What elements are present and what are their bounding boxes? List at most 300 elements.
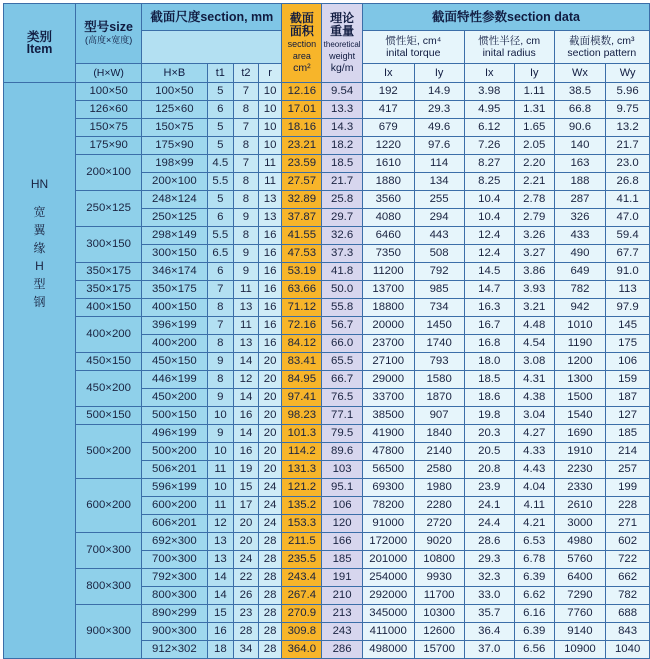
value-cell: 21.7	[606, 137, 650, 155]
value-cell: 4.48	[514, 317, 554, 335]
model-size-cell: 450×150	[76, 353, 142, 371]
value-cell: 29.7	[322, 209, 363, 227]
section-modulus-header: 截面模数, cm³ section pattern	[554, 31, 649, 64]
value-cell: 433	[554, 227, 606, 245]
value-cell: 596×199	[142, 479, 207, 497]
value-cell: 300×150	[142, 245, 207, 263]
value-cell: 692×300	[142, 533, 207, 551]
value-cell: 942	[554, 299, 606, 317]
value-cell: 37.3	[322, 245, 363, 263]
value-cell: 101.3	[282, 425, 322, 443]
value-cell: 37.0	[464, 641, 514, 659]
value-cell: 97.6	[414, 137, 464, 155]
value-cell: 9	[207, 353, 234, 371]
value-cell: 78200	[362, 497, 414, 515]
value-cell: 41.8	[322, 263, 363, 281]
value-cell: 49.6	[414, 119, 464, 137]
value-cell: 120	[322, 515, 363, 533]
value-cell: 20.3	[464, 425, 514, 443]
value-cell: 7	[234, 83, 259, 101]
value-cell: 8	[207, 371, 234, 389]
value-cell: 32.89	[282, 191, 322, 209]
value-cell: 2580	[414, 461, 464, 479]
value-cell: 13	[234, 335, 259, 353]
value-cell: 172000	[362, 533, 414, 551]
value-cell: 5	[207, 119, 234, 137]
value-cell: 3000	[554, 515, 606, 533]
value-cell: 166	[322, 533, 363, 551]
moment-of-inertia-header: 惯性矩, cm⁴ inital torque	[362, 31, 464, 64]
value-cell: 28	[258, 569, 282, 587]
value-cell: 257	[606, 461, 650, 479]
value-cell: 16	[234, 443, 259, 461]
table-row	[4, 605, 650, 623]
value-cell: 91000	[362, 515, 414, 533]
value-cell: 23.21	[282, 137, 322, 155]
model-size-cell: 500×200	[76, 425, 142, 479]
section-dimensions-blank	[142, 31, 282, 64]
category-char: HN	[30, 177, 49, 191]
table-row	[4, 353, 650, 371]
category-char: 宽	[33, 205, 46, 219]
value-cell: 100×50	[142, 83, 207, 101]
value-cell: 12.4	[464, 245, 514, 263]
value-cell: 9930	[414, 569, 464, 587]
value-cell: 84.95	[282, 371, 322, 389]
value-cell: 13700	[362, 281, 414, 299]
value-cell: 7.26	[464, 137, 514, 155]
value-cell: 91.0	[606, 263, 650, 281]
value-cell: 8	[234, 173, 259, 191]
property-col-header: Iy	[414, 64, 464, 83]
dim-col-header: t1	[207, 64, 234, 83]
value-cell: 22	[234, 569, 259, 587]
value-cell: 4.5	[207, 155, 234, 173]
value-cell: 14.3	[322, 119, 363, 137]
value-cell: 175×90	[142, 137, 207, 155]
value-cell: 2.20	[514, 155, 554, 173]
value-cell: 662	[606, 569, 650, 587]
value-cell: 11200	[362, 263, 414, 281]
table-row	[4, 191, 650, 209]
value-cell: 11	[234, 281, 259, 299]
model-size-cell: 350×175	[76, 281, 142, 299]
value-cell: 8	[207, 335, 234, 353]
value-cell: 35.7	[464, 605, 514, 623]
value-cell: 900×300	[142, 623, 207, 641]
value-cell: 20.8	[464, 461, 514, 479]
value-cell: 114	[414, 155, 464, 173]
value-cell: 15	[234, 479, 259, 497]
value-cell: 1980	[414, 479, 464, 497]
value-cell: 7	[207, 281, 234, 299]
value-cell: 688	[606, 605, 650, 623]
value-cell: 298×149	[142, 227, 207, 245]
model-size-cell: 350×175	[76, 263, 142, 281]
value-cell: 700×300	[142, 551, 207, 569]
value-cell: 134	[414, 173, 464, 191]
value-cell: 9	[234, 263, 259, 281]
value-cell: 4.95	[464, 101, 514, 119]
value-cell: 13	[207, 551, 234, 569]
value-cell: 255	[414, 191, 464, 209]
value-cell: 89.6	[322, 443, 363, 461]
value-cell: 192	[362, 83, 414, 101]
value-cell: 28	[258, 623, 282, 641]
value-cell: 792×300	[142, 569, 207, 587]
value-cell: 12	[207, 515, 234, 533]
model-hw-label: (H×W)	[76, 64, 142, 83]
section-properties-header: 截面特性参数section data	[362, 4, 649, 31]
value-cell: 9.54	[322, 83, 363, 101]
value-cell: 83.41	[282, 353, 322, 371]
value-cell: 450×150	[142, 353, 207, 371]
value-cell: 32.3	[464, 569, 514, 587]
value-cell: 2610	[554, 497, 606, 515]
model-size-cell: 175×90	[76, 137, 142, 155]
value-cell: 214	[606, 443, 650, 461]
dim-col-header: r	[258, 64, 282, 83]
value-cell: 153.3	[282, 515, 322, 533]
value-cell: 59.4	[606, 227, 650, 245]
table-row	[4, 137, 650, 155]
value-cell: 25.8	[322, 191, 363, 209]
value-cell: 113	[606, 281, 650, 299]
value-cell: 13.3	[322, 101, 363, 119]
model-header: 型号size (高度×宽度)	[76, 4, 142, 64]
value-cell: 2720	[414, 515, 464, 533]
category-char: 缘	[33, 241, 46, 255]
value-cell: 9	[234, 245, 259, 263]
value-cell: 11700	[414, 587, 464, 605]
value-cell: 210	[322, 587, 363, 605]
value-cell: 309.8	[282, 623, 322, 641]
value-cell: 11	[258, 155, 282, 173]
value-cell: 28	[234, 623, 259, 641]
value-cell: 10	[207, 443, 234, 461]
value-cell: 12.4	[464, 227, 514, 245]
value-cell: 254000	[362, 569, 414, 587]
value-cell: 18.16	[282, 119, 322, 137]
value-cell: 18.2	[322, 137, 363, 155]
value-cell: 1880	[362, 173, 414, 191]
value-cell: 10	[207, 479, 234, 497]
value-cell: 14	[207, 587, 234, 605]
value-cell: 5	[207, 137, 234, 155]
value-cell: 5.5	[207, 173, 234, 191]
value-cell: 9.75	[606, 101, 650, 119]
value-cell: 1.65	[514, 119, 554, 137]
value-cell: 287	[554, 191, 606, 209]
value-cell: 19	[234, 461, 259, 479]
value-cell: 23700	[362, 335, 414, 353]
value-cell: 98.23	[282, 407, 322, 425]
value-cell: 243	[322, 623, 363, 641]
value-cell: 400×200	[142, 335, 207, 353]
value-cell: 106	[322, 497, 363, 515]
value-cell: 496×199	[142, 425, 207, 443]
value-cell: 294	[414, 209, 464, 227]
value-cell: 326	[554, 209, 606, 227]
value-cell: 191	[322, 569, 363, 587]
value-cell: 36.4	[464, 623, 514, 641]
value-cell: 400×150	[142, 299, 207, 317]
value-cell: 29000	[362, 371, 414, 389]
property-col-header: Wx	[554, 64, 606, 83]
section-dimensions-header: 截面尺度section, mm	[142, 4, 282, 31]
value-cell: 6.16	[514, 605, 554, 623]
value-cell: 9020	[414, 533, 464, 551]
value-cell: 8.25	[464, 173, 514, 191]
value-cell: 345000	[362, 605, 414, 623]
value-cell: 14	[234, 389, 259, 407]
value-cell: 4.43	[514, 461, 554, 479]
value-cell: 734	[414, 299, 464, 317]
value-cell: 28	[258, 641, 282, 659]
value-cell: 28	[258, 533, 282, 551]
value-cell: 71.12	[282, 299, 322, 317]
value-cell: 24	[234, 551, 259, 569]
value-cell: 250×125	[142, 209, 207, 227]
value-cell: 4.31	[514, 371, 554, 389]
value-cell: 213	[322, 605, 363, 623]
value-cell: 16	[234, 407, 259, 425]
value-cell: 9140	[554, 623, 606, 641]
table-row	[4, 533, 650, 551]
value-cell: 125×60	[142, 101, 207, 119]
value-cell: 29.3	[464, 551, 514, 569]
table-row	[4, 281, 650, 299]
value-cell: 985	[414, 281, 464, 299]
value-cell: 270.9	[282, 605, 322, 623]
value-cell: 286	[322, 641, 363, 659]
value-cell: 1540	[554, 407, 606, 425]
value-cell: 1.11	[514, 83, 554, 101]
value-cell: 12600	[414, 623, 464, 641]
value-cell: 7	[207, 317, 234, 335]
table-row	[4, 371, 650, 389]
value-cell: 6.12	[464, 119, 514, 137]
value-cell: 4.38	[514, 389, 554, 407]
value-cell: 6.62	[514, 587, 554, 605]
value-cell: 8	[234, 137, 259, 155]
value-cell: 8	[207, 299, 234, 317]
value-cell: 16	[258, 227, 282, 245]
value-cell: 782	[554, 281, 606, 299]
value-cell: 185	[322, 551, 363, 569]
value-cell: 600×200	[142, 497, 207, 515]
value-cell: 5	[207, 83, 234, 101]
value-cell: 10900	[554, 641, 606, 659]
value-cell: 20000	[362, 317, 414, 335]
value-cell: 66.7	[322, 371, 363, 389]
value-cell: 13	[207, 533, 234, 551]
value-cell: 18	[207, 641, 234, 659]
table-row	[4, 569, 650, 587]
value-cell: 3.04	[514, 407, 554, 425]
value-cell: 79.5	[322, 425, 363, 443]
category-cell	[4, 83, 76, 659]
value-cell: 11	[207, 497, 234, 515]
model-size-cell: 600×200	[76, 479, 142, 533]
value-cell: 907	[414, 407, 464, 425]
value-cell: 66.0	[322, 335, 363, 353]
value-cell: 17.01	[282, 101, 322, 119]
section-area-header: 截面 面积 section area cm²	[282, 4, 322, 83]
value-cell: 508	[414, 245, 464, 263]
value-cell: 23.0	[606, 155, 650, 173]
value-cell: 185	[606, 425, 650, 443]
value-cell: 364.0	[282, 641, 322, 659]
value-cell: 506×201	[142, 461, 207, 479]
value-cell: 8	[234, 101, 259, 119]
value-cell: 55.8	[322, 299, 363, 317]
value-cell: 33700	[362, 389, 414, 407]
value-cell: 67.7	[606, 245, 650, 263]
value-cell: 4980	[554, 533, 606, 551]
model-size-cell: 400×150	[76, 299, 142, 317]
value-cell: 187	[606, 389, 650, 407]
value-cell: 114.2	[282, 443, 322, 461]
value-cell: 7	[234, 119, 259, 137]
value-cell: 3.21	[514, 299, 554, 317]
value-cell: 3560	[362, 191, 414, 209]
value-cell: 9	[207, 425, 234, 443]
table-row	[4, 407, 650, 425]
value-cell: 10	[207, 407, 234, 425]
value-cell: 7350	[362, 245, 414, 263]
value-cell: 396×199	[142, 317, 207, 335]
value-cell: 6	[207, 263, 234, 281]
value-cell: 95.1	[322, 479, 363, 497]
property-col-header: Ix	[362, 64, 414, 83]
value-cell: 11	[258, 173, 282, 191]
value-cell: 121.2	[282, 479, 322, 497]
value-cell: 97.41	[282, 389, 322, 407]
value-cell: 4.21	[514, 515, 554, 533]
value-cell: 450×200	[142, 389, 207, 407]
value-cell: 10	[258, 119, 282, 137]
value-cell: 20	[234, 515, 259, 533]
value-cell: 90.6	[554, 119, 606, 137]
value-cell: 890×299	[142, 605, 207, 623]
value-cell: 500×150	[142, 407, 207, 425]
category-char: H	[35, 259, 44, 273]
value-cell: 500×200	[142, 443, 207, 461]
value-cell: 267.4	[282, 587, 322, 605]
value-cell: 56500	[362, 461, 414, 479]
value-cell: 12.16	[282, 83, 322, 101]
value-cell: 6.78	[514, 551, 554, 569]
model-size-cell: 100×50	[76, 83, 142, 101]
value-cell: 28	[258, 605, 282, 623]
value-cell: 2.05	[514, 137, 554, 155]
value-cell: 135.2	[282, 497, 322, 515]
table-row	[4, 299, 650, 317]
value-cell: 163	[554, 155, 606, 173]
value-cell: 77.1	[322, 407, 363, 425]
model-size-cell: 150×75	[76, 119, 142, 137]
value-cell: 1500	[554, 389, 606, 407]
table-row	[4, 425, 650, 443]
value-cell: 23.9	[464, 479, 514, 497]
value-cell: 350×175	[142, 281, 207, 299]
value-cell: 2230	[554, 461, 606, 479]
value-cell: 1040	[606, 641, 650, 659]
value-cell: 24.4	[464, 515, 514, 533]
value-cell: 346×174	[142, 263, 207, 281]
value-cell: 56.7	[322, 317, 363, 335]
value-cell: 12	[234, 371, 259, 389]
value-cell: 3.27	[514, 245, 554, 263]
dim-col-header: H×B	[142, 64, 207, 83]
value-cell: 20	[258, 371, 282, 389]
value-cell: 27.57	[282, 173, 322, 191]
value-cell: 3.86	[514, 263, 554, 281]
value-cell: 14.5	[464, 263, 514, 281]
value-cell: 1690	[554, 425, 606, 443]
value-cell: 1300	[554, 371, 606, 389]
value-cell: 606×201	[142, 515, 207, 533]
theoretical-weight-header: 理论 重量 theoretical weight kg/m	[322, 4, 363, 83]
value-cell: 20	[258, 407, 282, 425]
value-cell: 16	[258, 245, 282, 263]
value-cell: 20.5	[464, 443, 514, 461]
value-cell: 782	[606, 587, 650, 605]
value-cell: 159	[606, 371, 650, 389]
value-cell: 490	[554, 245, 606, 263]
value-cell: 150×75	[142, 119, 207, 137]
model-size-cell: 300×150	[76, 227, 142, 263]
value-cell: 11	[207, 461, 234, 479]
value-cell: 4080	[362, 209, 414, 227]
value-cell: 69300	[362, 479, 414, 497]
value-cell: 16.7	[464, 317, 514, 335]
value-cell: 9	[234, 209, 259, 227]
value-cell: 6.39	[514, 623, 554, 641]
value-cell: 16	[258, 263, 282, 281]
category-char: 钢	[33, 295, 46, 309]
value-cell: 16.3	[464, 299, 514, 317]
value-cell: 7	[234, 155, 259, 173]
value-cell: 6	[207, 209, 234, 227]
value-cell: 188	[554, 173, 606, 191]
table-row	[4, 101, 650, 119]
value-cell: 443	[414, 227, 464, 245]
model-size-cell: 800×300	[76, 569, 142, 605]
value-cell: 14	[234, 425, 259, 443]
value-cell: 16	[258, 281, 282, 299]
value-cell: 6.39	[514, 569, 554, 587]
value-cell: 53.19	[282, 263, 322, 281]
value-cell: 649	[554, 263, 606, 281]
value-cell: 417	[362, 101, 414, 119]
value-cell: 793	[414, 353, 464, 371]
value-cell: 20	[258, 443, 282, 461]
value-cell: 41900	[362, 425, 414, 443]
value-cell: 131.3	[282, 461, 322, 479]
value-cell: 411000	[362, 623, 414, 641]
value-cell: 3.98	[464, 83, 514, 101]
value-cell: 5760	[554, 551, 606, 569]
value-cell: 8.27	[464, 155, 514, 173]
value-cell: 5	[207, 191, 234, 209]
value-cell: 228	[606, 497, 650, 515]
value-cell: 2.79	[514, 209, 554, 227]
value-cell: 8	[234, 191, 259, 209]
category-char: 翼	[33, 223, 46, 237]
table-row	[4, 83, 650, 101]
